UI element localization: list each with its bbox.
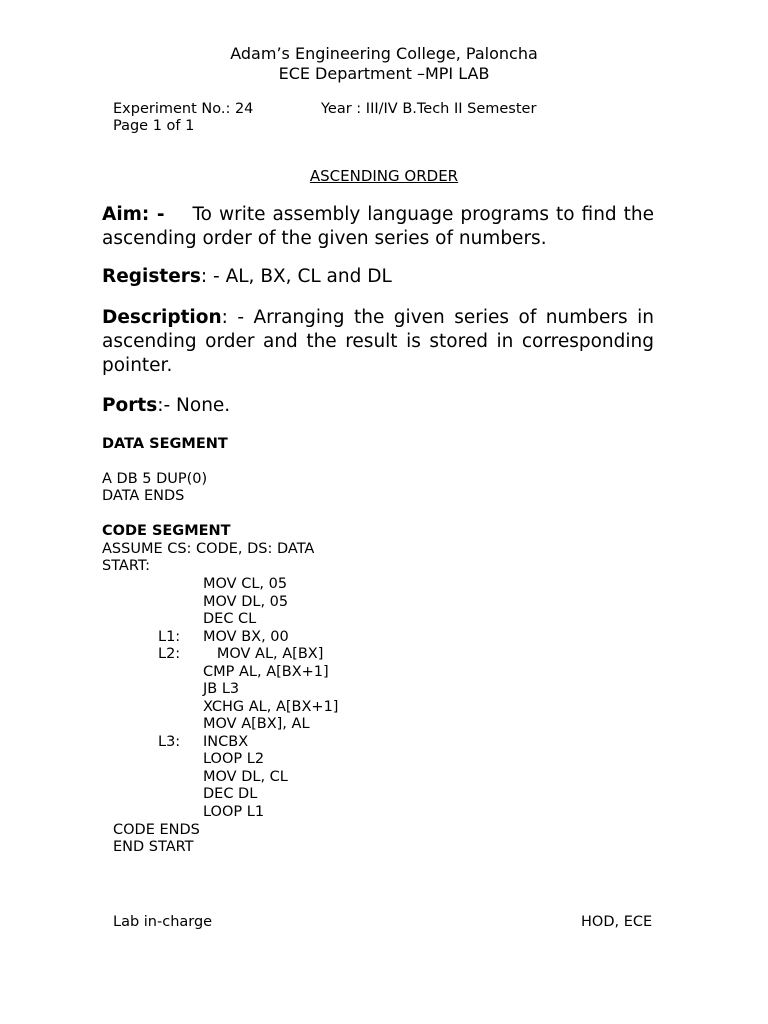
code-instruction: MOV DL, 05: [203, 593, 289, 610]
code-instruction: MOV AL, A[BX]: [203, 646, 324, 662]
page-number: Page 1 of 1: [113, 118, 195, 134]
code-instruction: JB L3: [203, 681, 240, 697]
code-instruction: MOV BX, 00: [203, 628, 289, 645]
description-paragraph: [102, 306, 654, 378]
data-segment-heading: DATA SEGMENT: [102, 436, 228, 452]
department-name: ECE Department –MPI LAB: [278, 64, 490, 83]
code-instruction: LOOP L2: [203, 751, 265, 767]
description-label: Description: [102, 307, 222, 328]
code-instruction: XCHG AL, A[BX+1]: [203, 698, 339, 715]
document-title: ASCENDING ORDER: [309, 167, 459, 185]
code-instruction: DEC CL: [203, 611, 257, 627]
aim-paragraph: [102, 203, 654, 251]
registers-paragraph: [102, 265, 654, 289]
code-segment-heading: CODE SEGMENT: [102, 523, 231, 539]
code-ends: CODE ENDS: [113, 822, 200, 838]
aim-label: Aim: -: [102, 204, 165, 225]
year-semester: Year : III/IV B.Tech II Semester: [321, 101, 537, 117]
ports-paragraph: [102, 394, 654, 418]
lab-incharge-signature: Lab in-charge: [113, 914, 213, 930]
code-instruction: INCBX: [203, 733, 249, 750]
experiment-number: Experiment No.: 24: [113, 101, 254, 117]
description-text: : - Arranging the given series of numbers in ascending order and the result is stored in corresponding pointer.: [102, 307, 654, 376]
start-label: START:: [102, 558, 151, 574]
registers-text: : - AL, BX, CL and DL: [200, 266, 392, 287]
data-ends: DATA ENDS: [102, 488, 185, 504]
ports-label: Ports: [102, 395, 158, 416]
college-name: Adam’s Engineering College, Paloncha: [230, 44, 538, 63]
assume-directive: ASSUME CS: CODE, DS: DATA: [102, 541, 315, 557]
registers-label: Registers: [102, 266, 201, 287]
code-instruction: LOOP L1: [203, 803, 265, 820]
code-label: L2:: [158, 646, 181, 662]
code-instruction: CMP AL, A[BX+1]: [203, 663, 329, 680]
aim-text: To write assembly language programs to find the ascending order of the given series of numbers.: [102, 204, 655, 249]
code-instruction: MOV DL, CL: [203, 768, 288, 785]
code-instruction: DEC DL: [203, 786, 258, 802]
code-instruction: MOV CL, 05: [203, 576, 288, 592]
code-instruction: MOV A[BX], AL: [203, 716, 310, 732]
hod-signature: HOD, ECE: [581, 914, 653, 930]
data-declaration: A DB 5 DUP(0): [102, 471, 208, 487]
code-label: L1:: [158, 628, 181, 645]
ports-text: :- None.: [157, 395, 231, 416]
end-start: END START: [113, 839, 194, 855]
code-label: L3:: [158, 733, 181, 750]
